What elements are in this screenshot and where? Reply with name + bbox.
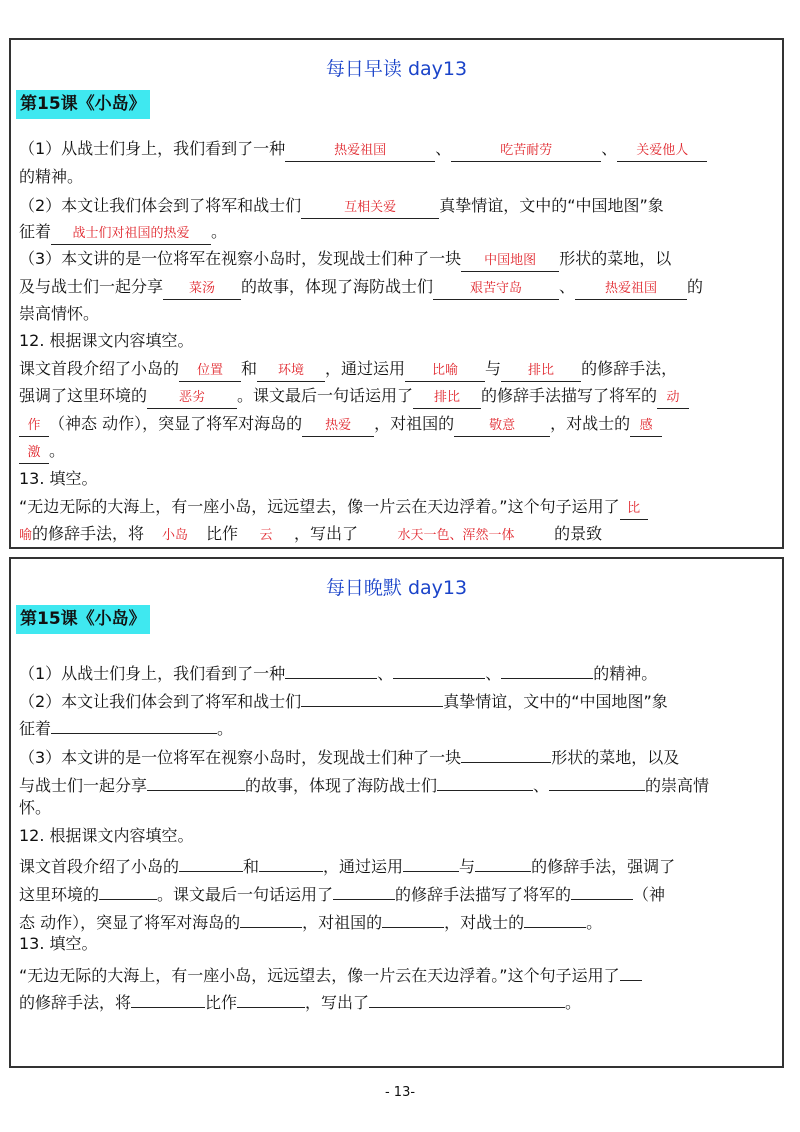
page-number: - 13- [384,1085,416,1100]
morning-q12-blank-thank-part1: 感 [630,416,662,437]
morning-q13-heading: 13. 填空。 [19,469,98,488]
morning-q13-blank1: 小岛 [162,528,189,543]
evening-q12-line1: 课文首段介绍了小岛的 和 ，通过运用 与 的修辞手法，强调了 [19,851,675,878]
morning-q13-line1: “无边无际的大海上，有一座小岛，远远望去，像一片云在天边浮着。”这个句子运用了 比 [19,496,648,520]
morning-q12-blank3: 比喻 [405,361,485,382]
morning-q13-line2: 喻的修辞手法，将 小岛 比作 云 ，写出了 水天一色、浑然一体 的景致 [19,523,602,547]
evening-q1-blank1[interactable] [285,658,377,679]
morning-q12-blank8: 敬意 [454,416,550,437]
evening-q3-blank3[interactable] [437,770,533,791]
morning-q3-line3: 崇高情怀。 [19,304,100,323]
morning-q13-blank-metaphor-part1: 比 [620,499,648,520]
evening-q12-blank4[interactable] [475,851,531,872]
evening-q3-blank2[interactable] [147,770,245,791]
morning-q12-blank7: 热爱 [302,416,374,437]
morning-q12-line3: 作 （神态 动作），突显了将军对海岛的 热爱 ，对祖国的 敬意 ，对战士的 感 [19,413,662,437]
morning-q2-blank1: 互相关爱 [301,198,439,219]
morning-reading-section [9,38,784,549]
morning-q12-blank-action-part1: 动 [657,388,689,409]
evening-q13-blank1[interactable] [620,960,642,981]
morning-q3-blank4: 热爱祖国 [575,279,687,300]
morning-q2-blank2: 战士们对祖国的热爱 [51,224,211,245]
morning-q12-blank2: 环境 [257,361,325,382]
evening-dictation-section [9,557,784,1068]
evening-q1-line1: （1）从战士们身上，我们看到了一种 、 、 的精神。 [19,658,657,685]
morning-q12-line4: 激 。 [19,440,65,464]
evening-q12-blank9[interactable] [382,907,444,928]
evening-q12-blank3[interactable] [403,851,459,872]
evening-lesson-tag: 第15课《小岛》 [16,605,150,634]
morning-q12-heading: 12. 根据课文内容填空。 [19,331,194,350]
evening-q2-blank2[interactable] [51,713,217,734]
morning-lesson-tag: 第15课《小岛》 [16,90,150,119]
morning-q3-blank1: 中国地图 [461,251,559,272]
morning-q13-blank3: 水天一色、浑然一体 [397,528,515,543]
morning-title: 每日早读 day13 [325,58,468,80]
evening-q3-line1: （3）本文讲的是一位将军在视察小岛时，发现战士们种了一块 形状的菜地，以及 [19,742,679,769]
evening-q12-heading: 12. 根据课文内容填空。 [19,826,194,845]
morning-q13-blank-metaphor-part2: 喻 [19,528,33,543]
evening-q13-line2: 的修辞手法，将 比作 ，写出了 。 [19,987,581,1014]
evening-q13-blank4[interactable] [369,987,565,1008]
evening-q12-blank5[interactable] [99,879,157,900]
evening-q3-blank4[interactable] [549,770,645,791]
morning-q3-blank2: 菜汤 [163,279,241,300]
evening-title: 每日晚默 day13 [325,577,468,599]
morning-q1-blank1: 热爱祖国 [285,141,435,162]
morning-q12-line1: 课文首段介绍了小岛的 位置 和 环境 ，通过运用 比喻 与 排比 的修辞手法， [19,358,677,382]
evening-q12-blank7[interactable] [571,879,633,900]
morning-q1-line2: 的精神。 [19,167,84,186]
evening-q12-blank8[interactable] [240,907,302,928]
evening-q3-blank1[interactable] [461,742,551,763]
evening-q12-line2: 这里环境的 。课文最后一句话运用了 的修辞手法描写了将军的 （神 [19,879,665,906]
evening-q13-blank3[interactable] [237,987,305,1008]
morning-q1-blank2: 吃苦耐劳 [451,141,601,162]
morning-q1-blank3: 关爱他人 [617,141,707,162]
morning-q12-blank5: 恶劣 [147,388,237,409]
morning-q2-line1: （2）本文让我们体会到了将军和战士们 互相关爱 真挚情谊，文中的“中国地图”象 [19,195,664,219]
morning-q12-blank-thank-part2: 激 [19,443,49,464]
evening-q2-line1: （2）本文让我们体会到了将军和战士们 真挚情谊，文中的“中国地图”象 [19,686,668,713]
evening-q2-blank1[interactable] [301,686,443,707]
morning-q12-blank6: 排比 [413,388,481,409]
morning-q13-blank2: 云 [259,528,273,543]
morning-q12-line2: 强调了这里环境的 恶劣 。课文最后一句话运用了 排比 的修辞手法描写了将军的 动 [19,385,689,409]
evening-q13-line1: “无边无际的大海上，有一座小岛，远远望去，像一片云在天边浮着。”这个句子运用了 [19,960,642,987]
evening-q1-blank2[interactable] [393,658,485,679]
evening-q12-blank10[interactable] [524,907,586,928]
morning-q12-blank4: 排比 [501,361,581,382]
evening-q12-blank1[interactable] [179,851,243,872]
evening-q12-blank6[interactable] [333,879,395,900]
evening-q3-line2: 与战士们一起分享 的故事，体现了海防战士们 、 的崇高情 [19,770,709,797]
morning-q2-line2: 征着 战士们对祖国的热爱 。 [19,221,227,245]
morning-q12-blank-action-part2: 作 [19,416,49,437]
morning-q3-line1: （3）本文讲的是一位将军在视察小岛时，发现战士们种了一块 中国地图 形状的菜地，以 [19,248,671,272]
evening-q12-blank2[interactable] [259,851,323,872]
evening-q12-line3: 态 动作），突显了将军对海岛的 ，对祖国的 ，对战士的 。 [19,907,602,934]
morning-q1-line1: （1）从战士们身上，我们看到了一种 热爱祖国 、 吃苦耐劳 、 关爱他人 [19,138,707,162]
evening-q1-blank3[interactable] [501,658,593,679]
morning-q12-blank1: 位置 [179,361,241,382]
evening-q2-line2: 征着 。 [19,713,233,740]
morning-q3-blank3: 艰苦守岛 [433,279,559,300]
morning-q3-line2: 及与战士们一起分享 菜汤 的故事，体现了海防战士们 艰苦守岛 、 热爱祖国 的 [19,276,703,300]
evening-q13-blank2[interactable] [131,987,205,1008]
evening-q3-line3: 怀。 [19,798,52,817]
evening-q13-heading: 13. 填空。 [19,934,98,953]
